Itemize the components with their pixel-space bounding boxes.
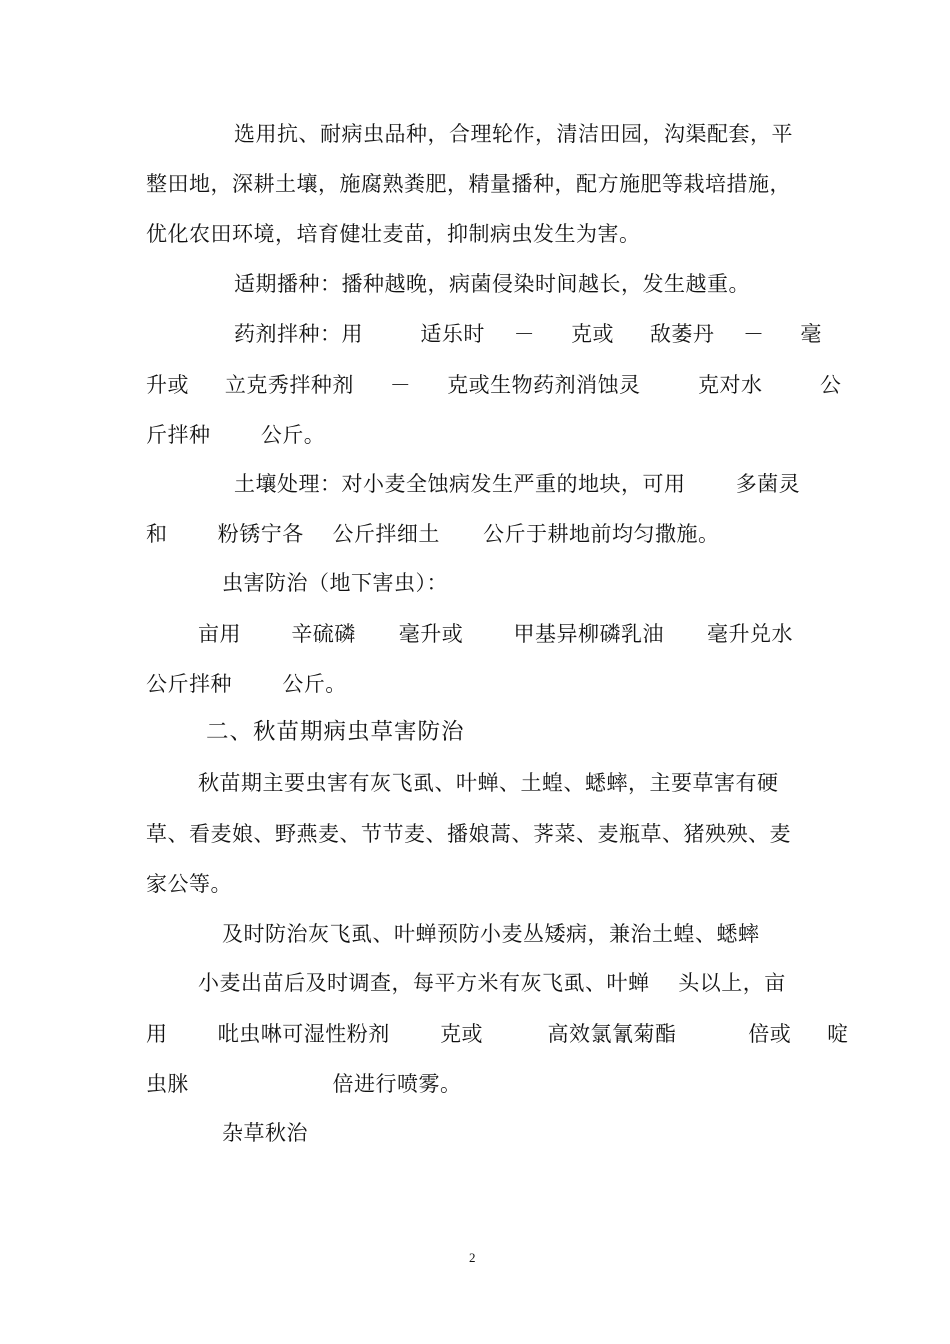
paragraph-line-10: 虫害防治（地下害虫）： [222, 571, 448, 595]
paragraph-line-9: 和 粉锈宁各 公斤拌细土 公斤于耕地前均匀撒施。 [146, 522, 720, 546]
paragraph-line-7: 斤拌种 公斤。 [146, 423, 326, 447]
paragraph-line-8: 土壤处理：对小麦全蚀病发生严重的地块，可用 多菌灵 [234, 472, 801, 496]
paragraph-line-16: 家公等。 [146, 872, 232, 896]
paragraph-line-20: 虫脒 倍进行喷雾。 [146, 1072, 462, 1096]
paragraph-line-11: 亩用 辛硫磷 毫升或 甲基异柳磷乳油 毫升兑水 [198, 622, 794, 646]
paragraph-line-1: 选用抗、耐病虫品种，合理轮作，清洁田园，沟渠配套，平 [234, 122, 793, 146]
paragraph-line-2: 整田地，深耕土壤，施腐熟粪肥，精量播种，配方施肥等栽培措施， [146, 172, 791, 196]
paragraph-line-18: 小麦出苗后及时调查，每平方米有灰飞虱、叶蝉 头以上，亩 [198, 971, 786, 995]
paragraph-line-5: 药剂拌种：用 适乐时 － 克或 敌萎丹 － 毫 [234, 322, 822, 346]
page-number: 2 [469, 1250, 476, 1265]
paragraph-line-17: 及时防治灰飞虱、叶蝉预防小麦丛矮病，兼治土蝗、蟋蟀 [222, 922, 760, 946]
paragraph-line-14: 秋苗期主要虫害有灰飞虱、叶蝉、土蝗、蟋蟀，主要草害有硬 [198, 771, 779, 795]
section-heading: 二、秋苗期病虫草害防治 [206, 719, 465, 745]
paragraph-line-3: 优化农田环境，培育健壮麦苗，抑制病虫发生为害。 [146, 222, 641, 246]
paragraph-line-12: 公斤拌种 公斤。 [146, 672, 347, 696]
paragraph-line-21: 杂草秋治 [222, 1121, 308, 1145]
paragraph-line-4: 适期播种：播种越晚，病菌侵染时间越长，发生越重。 [234, 272, 750, 296]
paragraph-line-15: 草、看麦娘、野燕麦、节节麦、播娘蒿、荠菜、麦瓶草、猪殃殃、麦 [146, 822, 791, 846]
paragraph-line-19: 用 吡虫啉可湿性粉剂 克或 高效氯氰菊酯 倍或 啶 [146, 1022, 849, 1046]
paragraph-line-6: 升或 立克秀拌种剂 － 克或生物药剂消蚀灵 克对水 公 [146, 373, 842, 397]
